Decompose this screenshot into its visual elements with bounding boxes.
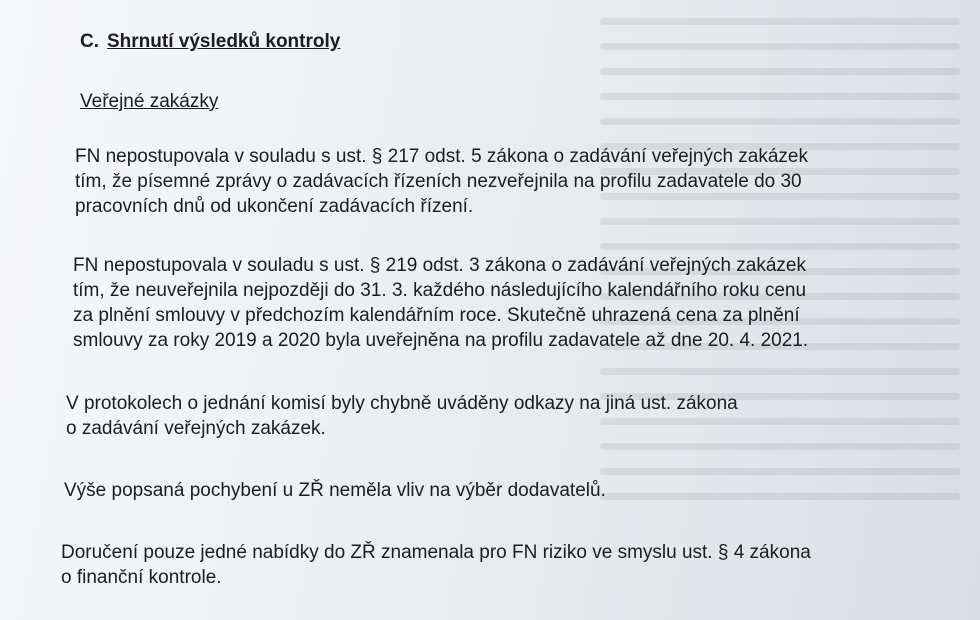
- text-line: o zadávání veřejných zakázek.: [66, 418, 326, 439]
- text-line: smlouvy za roky 2019 a 2020 byla uveřejněna na profilu zadavatele až dne 20. 4. 2021.: [73, 330, 809, 351]
- section-title: Shrnutí výsledků kontroly: [107, 31, 341, 52]
- text-line: tím, že písemné zprávy o zadávacích řízeních nezveřejnila na profilu zadavatele do 30: [75, 171, 802, 192]
- text-line: FN nepostupovala v souladu s ust. § 217 odst. 5 zákona o zadávání veřejných zakázek: [75, 146, 809, 167]
- section-heading: [80, 31, 340, 53]
- text-line: tím, že neuveřejnila nejpozději do 31. 3. každého následujícího kalendářního roku cenu: [73, 280, 807, 301]
- text-line: za plnění smlouvy v předchozím kalendářním roce. Skutečně uhrazená cena za plnění: [73, 305, 800, 326]
- paragraph-3: [66, 391, 738, 441]
- text-line: FN nepostupovala v souladu s ust. § 219 odst. 3 zákona o zadávání veřejných zakázek: [73, 255, 807, 276]
- subsection-heading: Veřejné zakázky: [80, 91, 219, 112]
- text-line: pracovních dnů od ukončení zadávacích řízení.: [75, 196, 474, 217]
- text-line: Výše popsaná pochybení u ZŘ neměla vliv na výběr dodavatelů.: [64, 480, 606, 501]
- paragraph-5: [61, 540, 811, 590]
- paragraph-1: [75, 144, 808, 219]
- text-line: Doručení pouze jedné nabídky do ZŘ znamenala pro FN riziko ve smyslu ust. § 4 zákona: [61, 542, 811, 563]
- section-letter: C.: [80, 31, 99, 52]
- text-line: o finanční kontrole.: [61, 567, 222, 588]
- paragraph-2: [73, 253, 808, 353]
- text-line: V protokolech o jednání komisí byly chybně uváděny odkazy na jiná ust. zákona: [66, 393, 738, 414]
- paragraph-4: [64, 478, 606, 503]
